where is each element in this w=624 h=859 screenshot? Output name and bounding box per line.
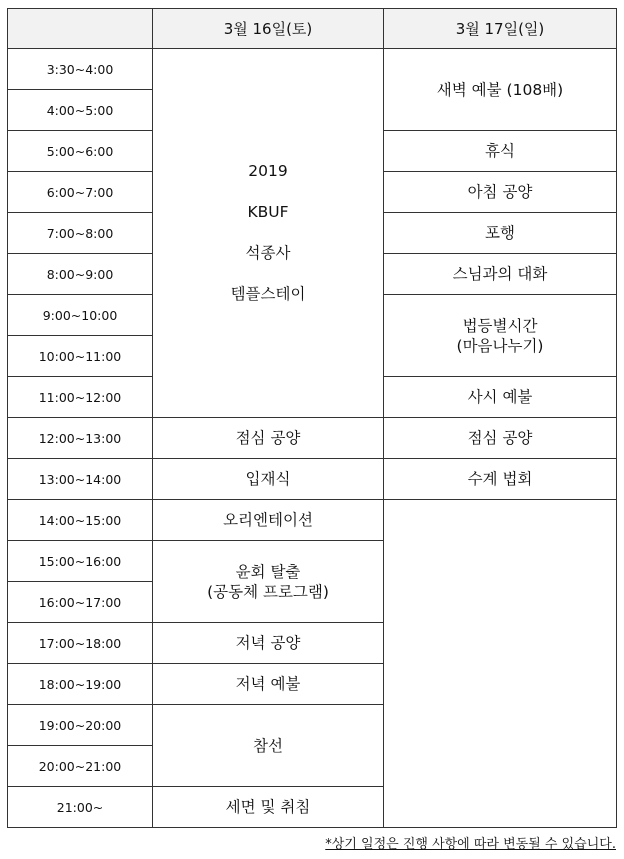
schedule-table [7, 8, 617, 828]
time-cell: 7:00~8:00 [8, 213, 153, 254]
day2-empty-block [384, 500, 617, 828]
time-cell: 13:00~14:00 [8, 459, 153, 500]
day1-templestay-cell [153, 49, 384, 418]
time-cell: 16:00~17:00 [8, 582, 153, 623]
time-cell: 15:00~16:00 [8, 541, 153, 582]
day2-free-time-line: (마음나누기) [456, 336, 544, 355]
time-cell: 14:00~15:00 [8, 500, 153, 541]
day1-lunch: 점심 공양 [153, 418, 384, 459]
time-cell: 21:00~ [8, 787, 153, 828]
day1-intro-line: KBUF [247, 203, 289, 221]
day1-dinner: 저녁 공양 [153, 623, 384, 664]
time-cell: 5:00~6:00 [8, 131, 153, 172]
day1-intro-line: 템플스테이 [230, 285, 306, 303]
header-corner [8, 9, 153, 49]
table-row [8, 459, 617, 500]
day2-four-chant: 사시 예불 [384, 377, 617, 418]
time-cell: 6:00~7:00 [8, 172, 153, 213]
schedule-footnote: *상기 일정은 진행 사항에 따라 변동될 수 있습니다. [325, 837, 616, 852]
table-row [8, 500, 617, 541]
table-row [8, 49, 617, 90]
day2-talk: 스님과의 대화 [384, 254, 617, 295]
day1-meditation: 참선 [153, 705, 384, 787]
time-cell: 8:00~9:00 [8, 254, 153, 295]
time-cell: 17:00~18:00 [8, 623, 153, 664]
day2-precepts-ceremony: 수계 법회 [384, 459, 617, 500]
day1-escape-line: (공동체 프로그램) [207, 582, 329, 601]
header-day1: 3월 16일(토) [153, 9, 384, 49]
time-cell: 9:00~10:00 [8, 295, 153, 336]
day1-intro-line: 석종사 [245, 244, 291, 262]
day2-breakfast: 아침 공양 [384, 172, 617, 213]
header-day2: 3월 17일(일) [384, 9, 617, 49]
day2-lunch: 점심 공양 [384, 418, 617, 459]
day1-orientation: 오리엔테이션 [153, 500, 384, 541]
day2-walk: 포행 [384, 213, 617, 254]
day1-escape-program [153, 541, 384, 623]
time-cell: 12:00~13:00 [8, 418, 153, 459]
time-cell: 4:00~5:00 [8, 90, 153, 131]
day2-dawn-chant: 새벽 예불 (108배) [384, 49, 617, 131]
day1-intro-line: 2019 [248, 162, 288, 180]
time-cell: 20:00~21:00 [8, 746, 153, 787]
day1-escape-line: 윤회 탈출 [235, 562, 301, 581]
day2-free-time [384, 295, 617, 377]
day1-sleep: 세면 및 취침 [153, 787, 384, 828]
day1-evening-chant: 저녁 예불 [153, 664, 384, 705]
time-cell: 3:30~4:00 [8, 49, 153, 90]
time-cell: 11:00~12:00 [8, 377, 153, 418]
day2-free-time-line: 법등별시간 [462, 316, 538, 335]
header-row [8, 9, 617, 49]
time-cell: 10:00~11:00 [8, 336, 153, 377]
day1-entry-ceremony: 입재식 [153, 459, 384, 500]
table-row [8, 418, 617, 459]
time-cell: 19:00~20:00 [8, 705, 153, 746]
day2-rest: 휴식 [384, 131, 617, 172]
time-cell: 18:00~19:00 [8, 664, 153, 705]
